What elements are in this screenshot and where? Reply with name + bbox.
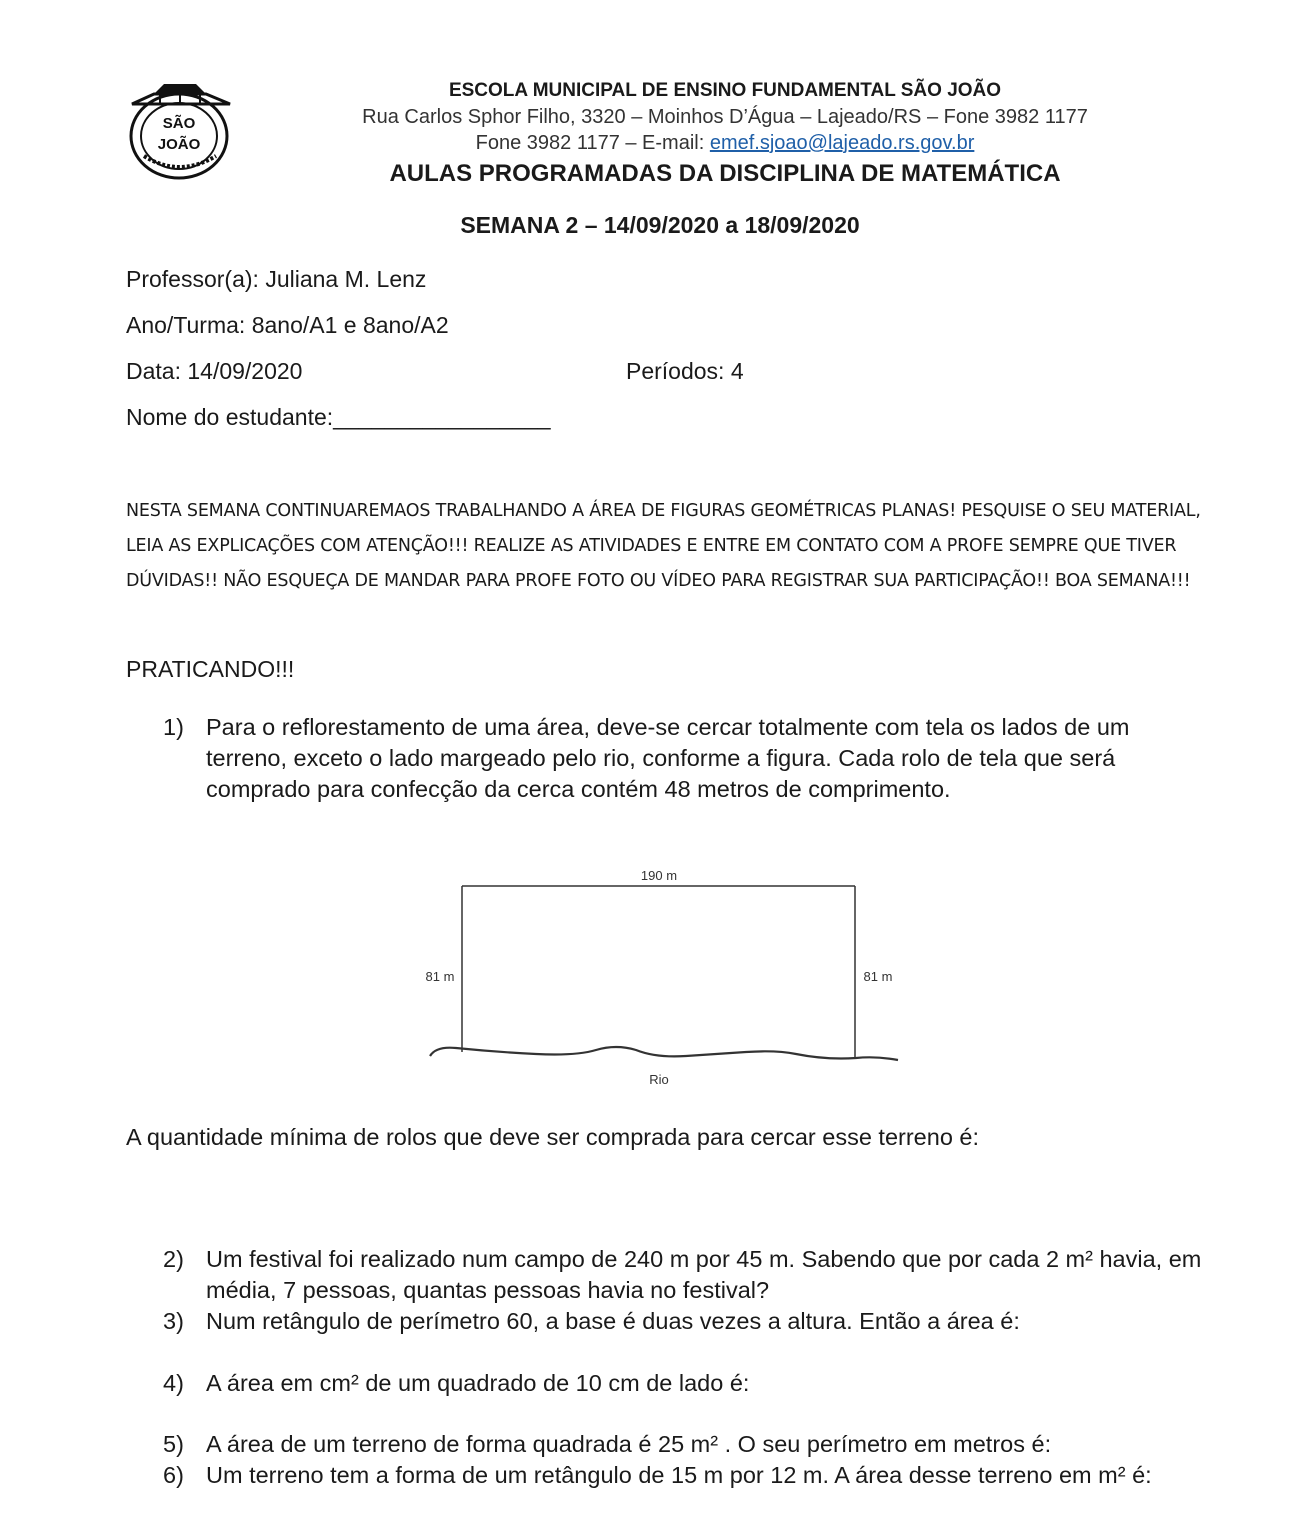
weekly-notice: NESTA SEMANA CONTINUAREMAOS TRABALHANDO A ÁREA DE FIGURAS GEOMÉTRICAS PLANAS! PESQUISE O SEU MATERIAL, LEIA AS EXPLICAÇÕES COM ATENÇÃO!!! REALIZE AS ATIVIDADES E ENTRE EM CONTATO COM A PROFE SEMPRE QUE TIVER DÚVIDAS!! NÃO ESQUEÇA DE MANDAR PARA PROFE FOTO OU VÍDEO PARA REGISTRAR SUA PARTICIPAÇÃO!! BOA SEMANA!!! [126, 501, 1201, 591]
question-1 [163, 712, 1203, 805]
terrain-figure [416, 860, 916, 1090]
question-number: 6) [163, 1462, 184, 1488]
question-2 [163, 1244, 1203, 1306]
week-title: SEMANA 2 – 14/09/2020 a 18/09/2020 [460, 212, 860, 238]
question-number: 3) [163, 1308, 184, 1334]
question-3 [163, 1306, 1203, 1337]
periods-line: Períodos: 4 [626, 358, 744, 384]
discipline-title: AULAS PROGRAMADAS DA DISCIPLINA DE MATEMÁTICA [389, 160, 1061, 187]
question-4 [163, 1368, 1203, 1399]
answer-prompt: A quantidade mínima de rolos que deve ser comprada para cercar esse terreno é: [126, 1124, 980, 1150]
question-number: 4) [163, 1370, 184, 1396]
question-6 [163, 1460, 1203, 1491]
school-address: Rua Carlos Sphor Filho, 3320 – Moinhos D’Água – Lajeado/RS – Fone 3982 1177 [362, 106, 1088, 128]
school-logo [124, 78, 240, 184]
river-label: Rio [649, 1072, 669, 1087]
top-length-label: 190 m [640, 868, 678, 883]
email-link[interactable]: emef.sjoao@lajeado.rs.gov.br [709, 132, 975, 154]
school-contact [300, 132, 1150, 155]
logo-text-joao: JOÃO [157, 136, 201, 153]
left-length-label: 81 m [425, 969, 455, 984]
question-text: Para o reflorestamento de uma área, deve-se cercar totalmente com tela os lados de um terreno, exceto o lado margeado pelo rio, conforme a figura. Cada rolo de tela que será comprado para confecção da cerca contém 48 metros de comprimento. [206, 714, 1130, 802]
right-length-label: 81 m [863, 969, 893, 984]
contact-prefix: Fone 3982 1177 – E-mail: [475, 132, 710, 154]
question-text: A área em cm² de um quadrado de 10 cm de lado é: [206, 1370, 750, 1396]
question-text: A área de um terreno de forma quadrada é 25 m² . O seu perímetro em metros é: [206, 1431, 1052, 1457]
question-number: 1) [163, 714, 184, 740]
question-text: Um terreno tem a forma de um retângulo de 15 m por 12 m. A área desse terreno em m² é: [206, 1462, 1152, 1488]
teacher-line: Professor(a): Juliana M. Lenz [126, 266, 427, 292]
class-line: Ano/Turma: 8ano/A1 e 8ano/A2 [126, 312, 449, 338]
practice-title: PRATICANDO!!! [126, 656, 295, 682]
logo-text-sao: SÃO [162, 115, 196, 132]
question-text: Um festival foi realizado num campo de 240 m por 45 m. Sabendo que por cada 2 m² havia, em média, 7 pessoas, quantas pessoas havia no festival? [206, 1246, 1202, 1303]
school-name: ESCOLA MUNICIPAL DE ENSINO FUNDAMENTAL SÃO JOÃO [448, 80, 1002, 101]
question-5 [163, 1429, 1203, 1460]
question-text: Num retângulo de perímetro 60, a base é duas vezes a altura. Então a área é: [206, 1308, 1020, 1334]
question-number: 2) [163, 1246, 184, 1272]
river-line [430, 1047, 898, 1060]
question-number: 5) [163, 1431, 184, 1457]
student-name-line: Nome do estudante:_________________ [126, 404, 551, 430]
date-line: Data: 14/09/2020 [126, 358, 303, 384]
